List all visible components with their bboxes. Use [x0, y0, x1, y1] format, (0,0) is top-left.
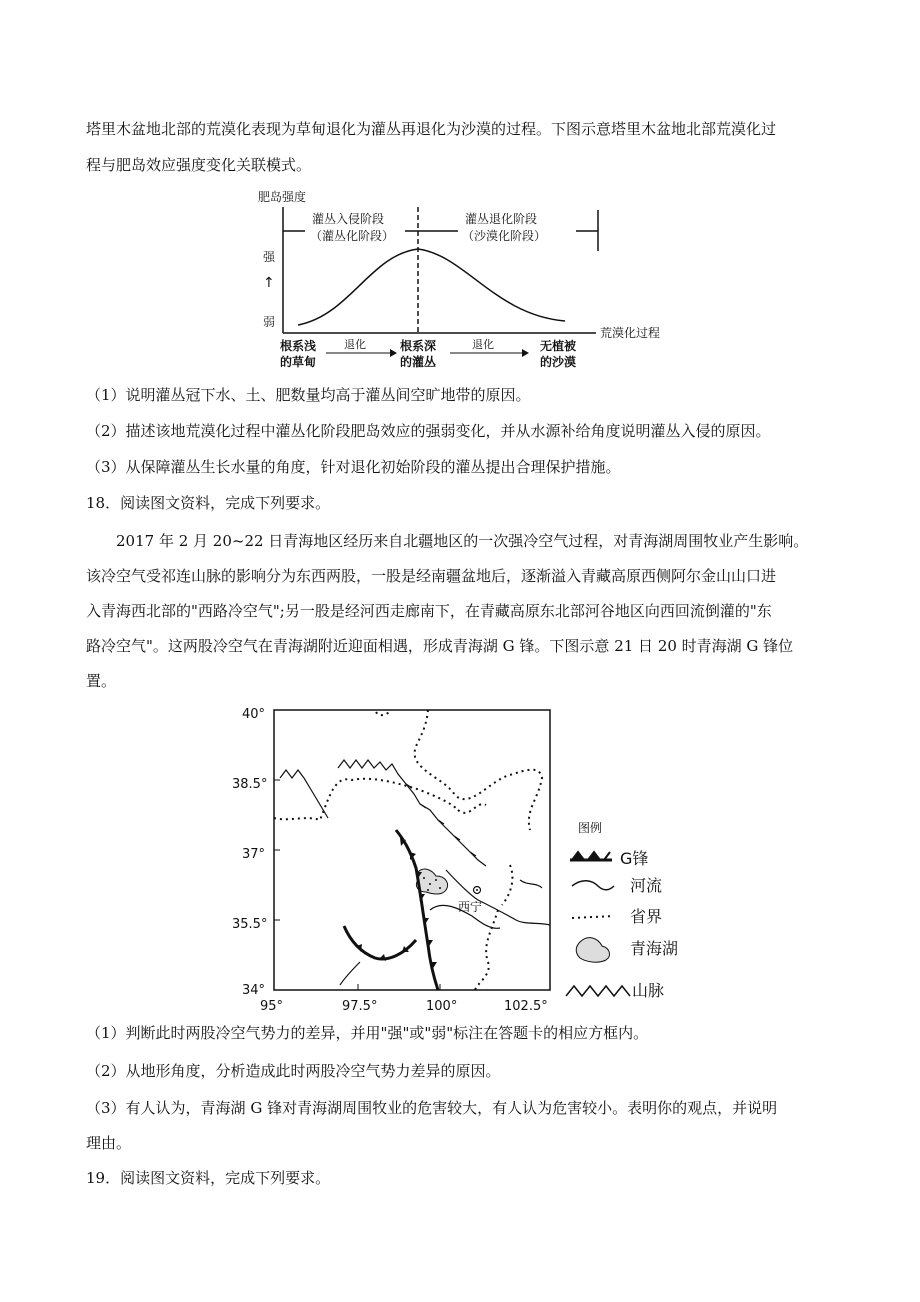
q18-question-3: （3）有人认为，青海湖 G 锋对青海湖周围牧业的危害较大，有人认为危害较小。表明你的观点，并说明 — [86, 1099, 778, 1117]
svg-text:的灌丛: 的灌丛 — [400, 355, 437, 369]
lat-label: 34° — [242, 983, 266, 998]
lat-label: 35.5° — [232, 917, 268, 932]
q18-para-line-4: 路冷空气"。这两股冷空气在青海湖附近迎面相遇，形成青海湖 G 锋。下图示意 21 日 20 时青海湖 G 锋位 — [86, 637, 794, 655]
river — [446, 870, 550, 925]
fertile-island-diagram — [250, 185, 680, 375]
q17-question-1: （1）说明灌丛冠下水、土、肥数量均高于灌丛间空旷地带的原因。 — [86, 386, 531, 404]
degrade-label-2: 退化 — [472, 338, 494, 351]
legend-title: 图例 — [578, 821, 603, 835]
lon-label: 100° — [426, 999, 458, 1014]
q18-para-line-5: 置。 — [86, 672, 117, 690]
river — [340, 962, 360, 985]
svg-text:的草甸: 的草甸 — [280, 355, 317, 369]
legend-border-icon — [572, 916, 614, 918]
province-border — [376, 712, 390, 715]
lat-label: 40° — [242, 707, 266, 722]
stage2-subtitle: （沙漠化阶段） — [462, 229, 547, 243]
province-border — [458, 804, 486, 813]
legend-river-icon — [572, 881, 614, 890]
x-axis-label: 荒漠化过程 — [600, 326, 661, 340]
q18-question-2: （2）从地形角度，分析造成此时两股冷空气势力差异的原因。 — [86, 1062, 501, 1080]
legend-mountain-icon — [566, 986, 630, 996]
point1-label: 根系浅 — [280, 339, 317, 353]
q17-question-2: （2）描述该地荒漠化过程中灌丛化阶段肥岛效应的强弱变化，并从水源补给角度说明灌丛入侵的原因。 — [86, 422, 771, 440]
q18-para-line-2: 该冷空气受祁连山脉的影响分为东西两股，一股是经南疆盆地后，逐渐溢入青藏高原西侧阿尔金山山口进 — [86, 567, 777, 585]
weak-label: 弱 — [263, 315, 276, 329]
intro-line-2: 程与肥岛效应强度变化关联模式。 — [86, 156, 312, 174]
g-front — [344, 926, 416, 959]
province-border — [502, 865, 512, 905]
lat-label: 37° — [242, 847, 266, 862]
svg-text:的沙漠: 的沙漠 — [540, 355, 577, 369]
q18-para-line-3: 入青海西北部的"西路冷空气";另一股是经河西走廊南下，在青藏高原东北部河谷地区向西回流倒灌的"东 — [86, 602, 772, 620]
map-frame — [274, 710, 550, 990]
stage2-title: 灌丛退化阶段 — [465, 212, 538, 226]
q17-question-3: （3）从保障灌丛生长水量的角度，针对退化初始阶段的灌丛提出合理保护措施。 — [86, 458, 621, 476]
y-axis-label: 肥岛强度 — [258, 190, 307, 204]
q19-heading: 19．阅读图文资料，完成下列要求。 — [86, 1169, 331, 1187]
legend-front-label: G锋 — [620, 849, 649, 868]
q18-heading: 18．阅读图文资料，完成下列要求。 — [86, 494, 331, 512]
strong-label: 强 — [263, 250, 276, 264]
point3-label: 无植被 — [540, 339, 577, 353]
province-border — [274, 779, 458, 820]
up-arrow-icon: ↑ — [263, 275, 275, 291]
legend-lake-label: 青海湖 — [630, 939, 679, 958]
river — [520, 880, 542, 888]
fertile-island-curve — [298, 249, 565, 325]
province-border — [475, 910, 498, 990]
lon-label: 97.5° — [342, 999, 378, 1014]
stage1-subtitle: （灌丛化阶段） — [310, 229, 395, 243]
degrade-label-1: 退化 — [344, 338, 366, 351]
legend-mountain-label: 山脉 — [632, 981, 665, 1000]
lon-label: 95° — [260, 999, 284, 1014]
legend-lake-icon — [576, 938, 609, 963]
q18-question-1: （1）判断此时两股冷空气势力的差异，并用"强"或"弱"标注在答题卡的相应方框内。 — [86, 1024, 649, 1042]
lon-label: 102.5° — [504, 999, 548, 1014]
mountain-range — [280, 770, 328, 818]
qinghai-front-map — [220, 700, 700, 1020]
intro-line-1: 塔里木盆地北部的荒漠化表现为草甸退化为灌丛再退化为沙漠的过程。下图示意塔里木盆地北部荒漠化过 — [86, 120, 777, 138]
lat-label: 38.5° — [232, 777, 268, 792]
point2-label: 根系深 — [400, 339, 437, 353]
q18-para-line-1: 2017 年 2 月 20~22 日青海地区经历来自北疆地区的一次强冷空气过程，对青海湖周围牧业产生影响。 — [116, 532, 809, 550]
stage1-title: 灌丛入侵阶段 — [312, 212, 385, 226]
legend-river-label: 河流 — [630, 876, 663, 895]
q18-question-3-cont: 理由。 — [86, 1134, 132, 1152]
xining-label: 西宁 — [458, 900, 483, 914]
province-border — [415, 710, 542, 830]
legend-border-label: 省界 — [630, 907, 663, 926]
